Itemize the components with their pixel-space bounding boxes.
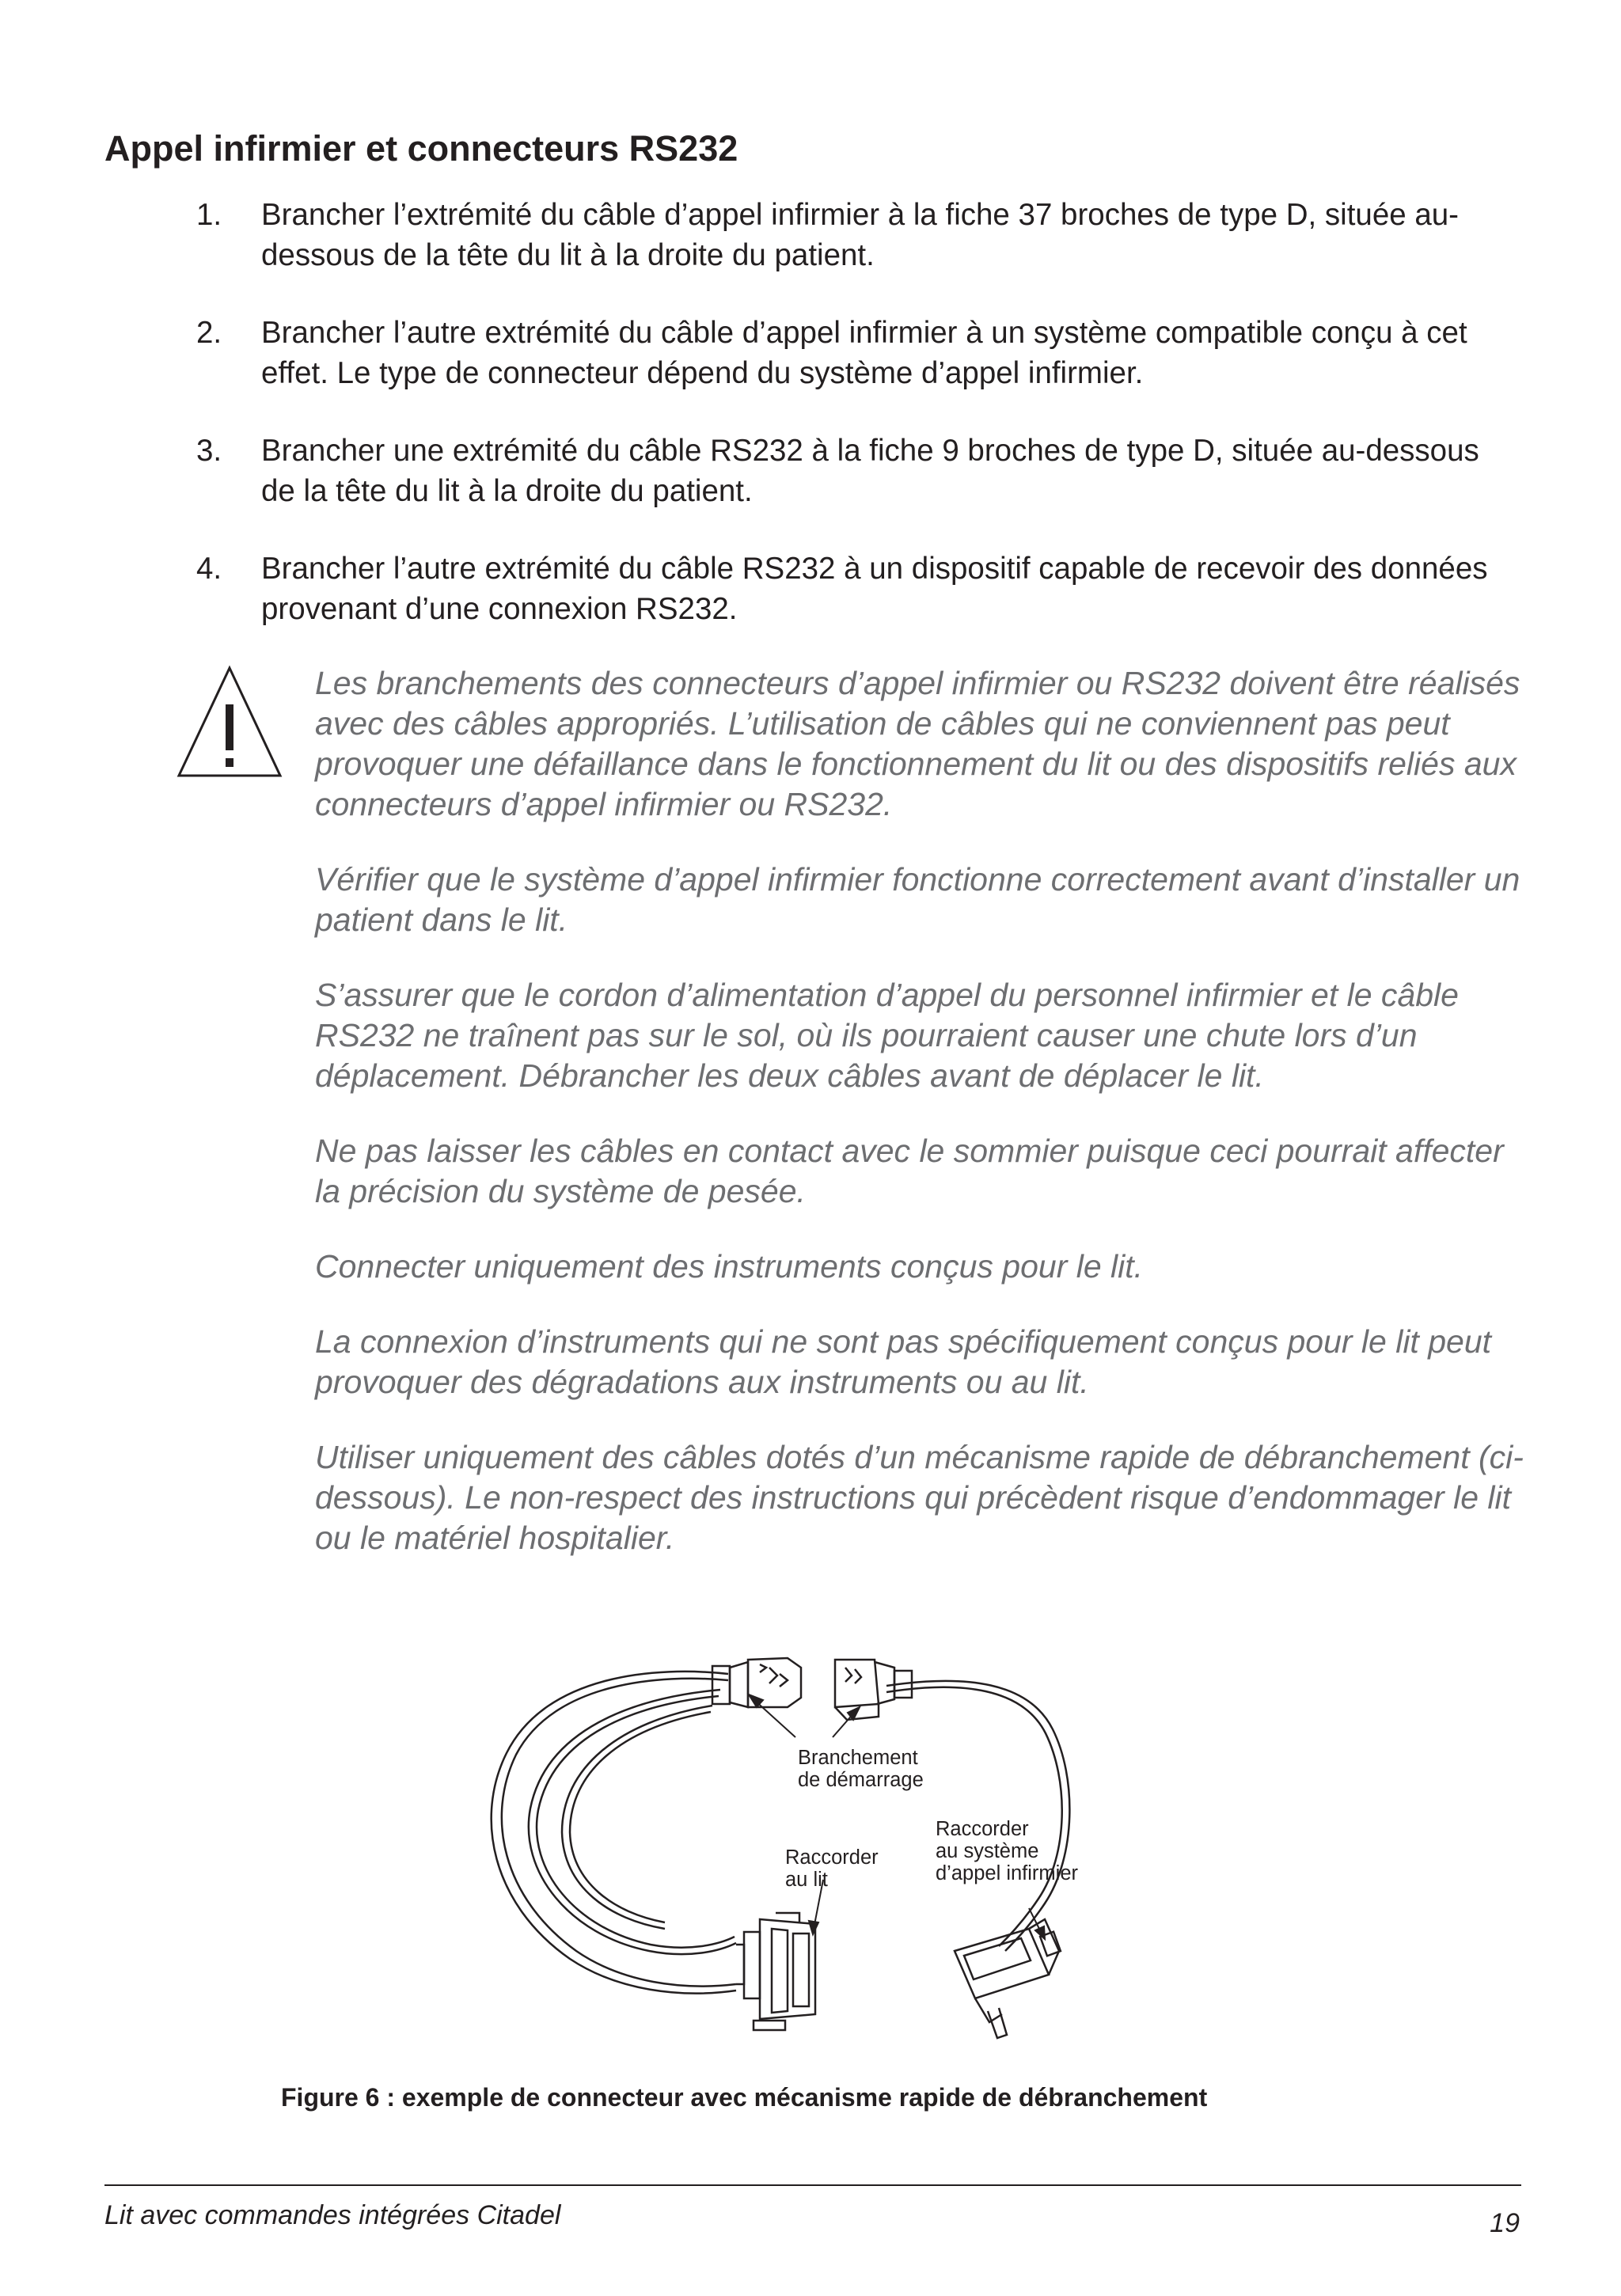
step-item (196, 431, 1510, 511)
warning-text: La connexion d’instruments qui ne sont pas spécifiquement conçus pour le lit peut provoquer des dégradations aux instruments ou au lit. (315, 1323, 1492, 1400)
footer-divider (104, 2184, 1521, 2186)
step-text: Brancher l’autre extrémité du câble d’appel infirmier à un système compatible conçu à cet effet. Le type de connecteur dépend du système d’appel infirmier. (261, 316, 1467, 390)
label-branchement (798, 1747, 924, 1791)
step-number: 4. (196, 552, 222, 586)
step-item (196, 548, 1510, 629)
instruction-steps (196, 195, 1510, 666)
label-raccorder-lit (785, 1846, 879, 1891)
page-number: 19 (1490, 2208, 1520, 2238)
step-text: Brancher l’autre extrémité du câble RS232 à un dispositif capable de recevoir des données provenant d’une connexion RS232. (261, 552, 1488, 626)
step-item (196, 313, 1510, 393)
step-text: Brancher une extrémité du câble RS232 à la fiche 9 broches de type D, située au-dessous de la tête du lit à la droite du patient. (261, 434, 1479, 508)
warning-notes (315, 663, 1534, 1593)
warning-text: S’assurer que le cordon d’alimentation d’appel du personnel infirmier et le câble RS232 ne traînent pas sur le sol, où ils pourraient causer une chute lors d’un déplacement. Débrancher les deux câbles avant de déplacer le lit. (315, 977, 1459, 1094)
label-line: Raccorder (785, 1846, 879, 1869)
warning-text: Utiliser uniquement des câbles dotés d’un mécanisme rapide de débranchement (ci-dessous). Le non-respect des instructions qui précèdent risque d’endommager le lit ou le matériel hospitalier. (315, 1439, 1524, 1556)
figure-caption: Figure 6 : exemple de connecteur avec mécanisme rapide de débranchement (281, 2083, 1208, 2112)
step-number: 2. (196, 316, 222, 350)
label-line: Branchement (798, 1747, 918, 1769)
warning-text: Ne pas laisser les câbles en contact avec le sommier puisque ceci pourrait affecter la précision du système de pesée. (315, 1133, 1504, 1209)
warning-text: Vérifier que le système d’appel infirmier fonctionne correctement avant d’installer un patient dans le lit. (315, 861, 1520, 938)
cable-illustration (475, 1619, 1203, 2062)
step-item (196, 195, 1510, 275)
connector-figure (475, 1619, 1203, 2062)
step-number: 1. (196, 198, 222, 232)
footer-title: Lit avec commandes intégrées Citadel (104, 2200, 561, 2230)
step-text: Brancher l’extrémité du câble d’appel infirmier à la fiche 37 broches de type D, située au-dessous de la tête du lit à la droite du patient. (261, 198, 1459, 272)
label-raccorder-systeme (936, 1818, 1078, 1884)
label-line: de démarrage (798, 1769, 924, 1791)
label-line: au système (936, 1840, 1039, 1862)
warning-text: Connecter uniquement des instruments conçus pour le lit. (315, 1248, 1144, 1285)
label-line: Raccorder (936, 1818, 1029, 1840)
label-line: au lit (785, 1869, 828, 1891)
label-line: d’appel infirmier (936, 1862, 1078, 1884)
step-number: 3. (196, 434, 222, 468)
section-heading: Appel infirmier et connecteurs RS232 (104, 128, 738, 169)
warning-text: Les branchements des connecteurs d’appel infirmier ou RS232 doivent être réalisés avec des câbles appropriés. L’utilisation de câbles qui ne conviennent pas peut provoquer une défaillance dans le fonctionnement du lit ou des dispositifs reliés aux connecteurs d’appel infirmier ou RS232. (315, 665, 1520, 822)
warning-triangle-icon (176, 663, 283, 782)
